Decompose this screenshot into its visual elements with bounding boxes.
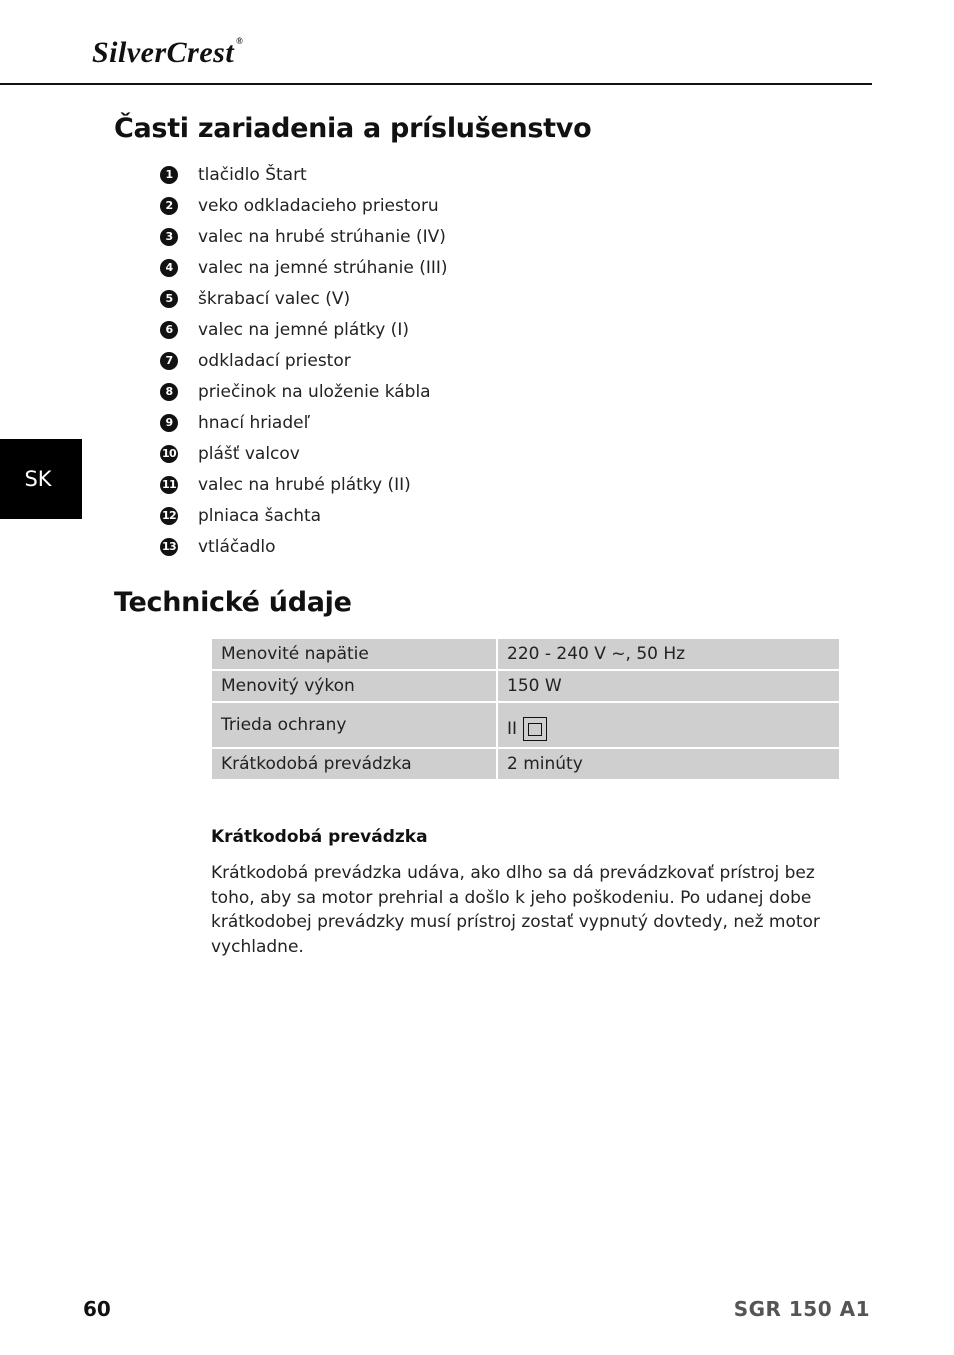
item-number-badge: 3 [160, 228, 178, 246]
table-row [212, 749, 839, 779]
list-item [160, 345, 448, 376]
table-row [212, 671, 839, 701]
list-item [160, 221, 448, 252]
list-item [160, 190, 448, 221]
spec-value: 150 W [498, 671, 839, 701]
spec-value: II [507, 719, 518, 739]
item-number-badge: 8 [160, 383, 178, 401]
item-label: odkladací priestor [198, 350, 351, 371]
item-number-badge: 12 [160, 507, 178, 525]
item-number-badge: 1 [160, 166, 178, 184]
brand-name: SilverCrest [92, 36, 235, 69]
item-number-badge: 2 [160, 197, 178, 215]
spec-value: 220 - 240 V ~, 50 Hz [498, 639, 839, 669]
item-number-badge: 7 [160, 352, 178, 370]
spec-key: Krátkodobá prevádzka [212, 749, 496, 779]
spec-value-cell [498, 703, 839, 747]
list-item [160, 314, 448, 345]
list-item [160, 438, 448, 469]
item-label: plniaca šachta [198, 505, 322, 526]
list-item [160, 500, 448, 531]
item-number-badge: 5 [160, 290, 178, 308]
item-label: valec na hrubé plátky (II) [198, 474, 411, 495]
list-item [160, 407, 448, 438]
list-item [160, 252, 448, 283]
protection-class-ii-icon [523, 717, 547, 741]
note-text: Krátkodobá prevádzka udáva, ako dlho sa dá prevádzkovať prístroj bez toho, aby sa motor prehrial a došlo k jeho poškodeniu. Po udanej dobe krátkodobej prevádzky musí prístroj zostať vypnutý dovtedy, než motor vychladne. [211, 863, 820, 957]
note-title: Krátkodobá prevádzka [211, 827, 428, 847]
list-item [160, 376, 448, 407]
spec-key: Menovité napätie [212, 639, 496, 669]
registered-mark: ® [236, 36, 244, 46]
brand-logo [92, 36, 243, 70]
item-number-badge: 11 [160, 476, 178, 494]
item-label: valec na jemné plátky (I) [198, 319, 409, 340]
spec-key: Trieda ochrany [212, 703, 496, 747]
item-label: plášť valcov [198, 443, 300, 464]
item-label: škrabací valec (V) [198, 288, 351, 309]
spec-table [210, 637, 841, 781]
page-number: 60 [83, 1297, 111, 1321]
item-number-badge: 6 [160, 321, 178, 339]
item-label: valec na hrubé strúhanie (IV) [198, 226, 446, 247]
item-label: veko odkladacieho priestoru [198, 195, 439, 216]
spec-value: 2 minúty [498, 749, 839, 779]
parts-list [160, 159, 448, 562]
list-item [160, 531, 448, 562]
tech-section-title: Technické údaje [114, 587, 352, 618]
list-item [160, 159, 448, 190]
item-number-badge: 10 [160, 445, 178, 463]
item-label: hnací hriadeľ [198, 412, 310, 433]
item-label: tlačidlo Štart [198, 164, 307, 185]
table-row [212, 639, 839, 669]
item-number-badge: 4 [160, 259, 178, 277]
item-number-badge: 13 [160, 538, 178, 556]
protection-class [507, 717, 547, 741]
item-label: priečinok na uloženie kábla [198, 381, 431, 402]
header-rule [0, 83, 872, 85]
language-tab [0, 439, 82, 519]
list-item [160, 283, 448, 314]
item-label: valec na jemné strúhanie (III) [198, 257, 448, 278]
model-name: SGR 150 A1 [733, 1297, 870, 1321]
item-number-badge: 9 [160, 414, 178, 432]
language-code: SK [24, 467, 52, 491]
spec-key: Menovitý výkon [212, 671, 496, 701]
item-label: vtláčadlo [198, 536, 276, 557]
list-item [160, 469, 448, 500]
table-row [212, 703, 839, 747]
parts-section-title: Časti zariadenia a príslušenstvo [114, 113, 592, 144]
